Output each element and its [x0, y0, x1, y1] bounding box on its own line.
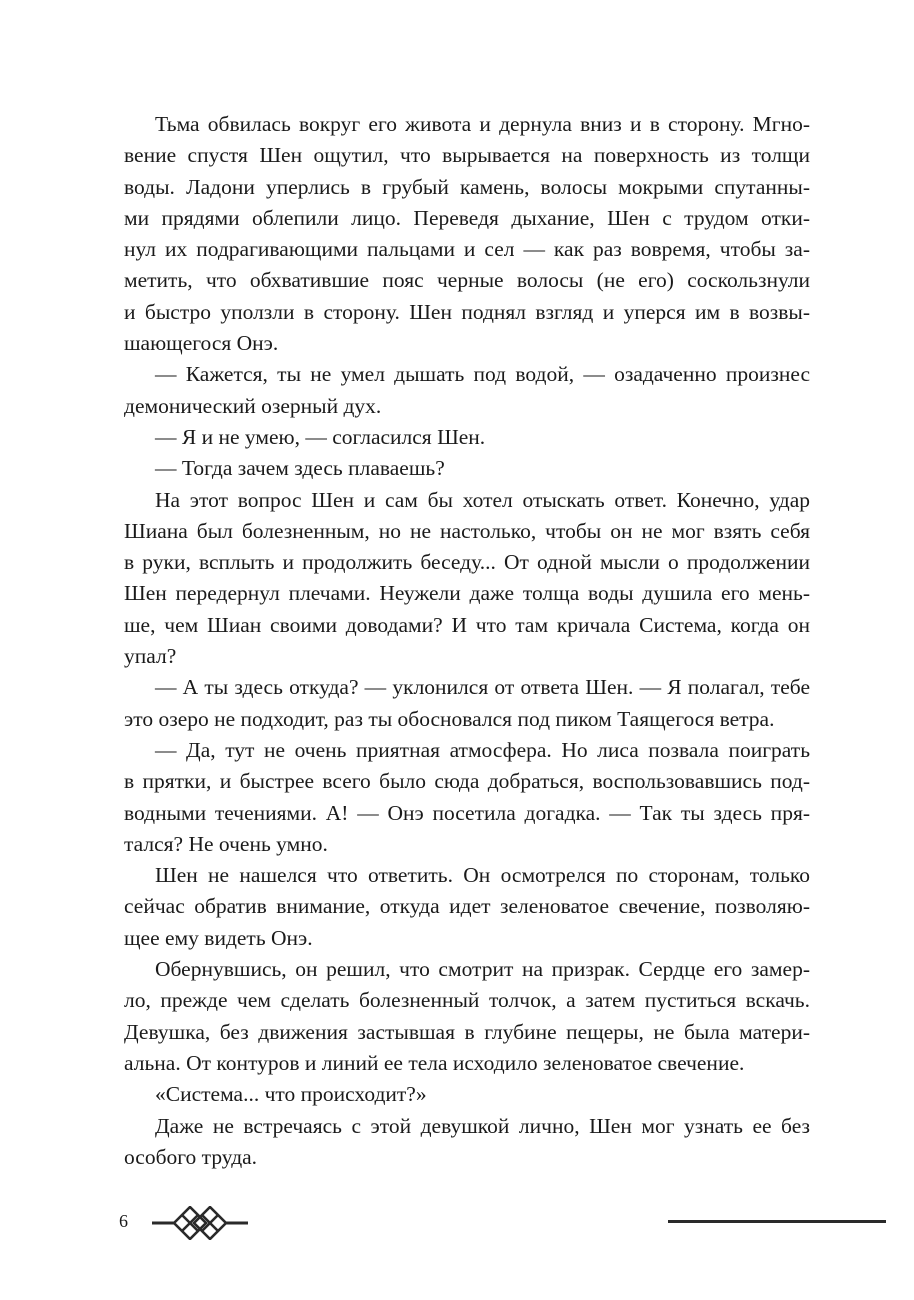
text-line: особого труда.: [124, 1144, 258, 1169]
page-number: 6: [119, 1211, 128, 1231]
text-line: и быстро уползли в сторону. Шен поднял взгляд и уперся им в возвы-: [124, 299, 810, 324]
text-line: альна. От контуров и линий ее тела исходило зеленоватое свечение.: [124, 1050, 745, 1075]
text-line: — Да, тут не очень приятная атмосфера. Но лиса позвала поиграть: [155, 737, 810, 762]
footer-rule: [668, 1220, 886, 1223]
text-line: Шен передернул плечами. Неужели даже толща воды душила его мень-: [124, 581, 810, 606]
text-line: Девушка, без движения застывшая в глубине пещеры, не была матери-: [124, 1019, 810, 1044]
text-line: шающегося Онэ.: [124, 331, 279, 356]
text-line: Шен не нашелся что ответить. Он осмотрелся по сторонам, только: [155, 863, 810, 888]
endless-knot-ornament-icon: [152, 1206, 248, 1240]
text-line: Тьма обвилась вокруг его живота и дернула вниз и в сторону. Мгно-: [155, 112, 810, 136]
text-line: ло, прежде чем сделать болезненный толчок, а затем пуститься вскачь.: [124, 988, 810, 1013]
text-line: Обернувшись, он решил, что смотрит на призрак. Сердце его замер-: [155, 957, 810, 982]
text-line: демонический озерный дух.: [124, 393, 382, 418]
text-line: упал?: [124, 644, 177, 669]
text-line: в прятки, и быстрее всего было сюда добраться, воспользовавшись под-: [124, 769, 810, 794]
text-line: — Тогда зачем здесь плаваешь?: [155, 456, 445, 481]
page-body-text: [124, 109, 810, 1173]
text-line: щее ему видеть Онэ.: [124, 925, 313, 950]
text-line: тался? Не очень умно.: [124, 831, 328, 856]
text-line: вение спустя Шен ощутил, что вырывается на поверхность из толщи: [124, 143, 810, 168]
text-line: метить, что обхватившие пояс черные волосы (не его) соскользнули: [124, 268, 810, 293]
text-line: нул их подрагивающими пальцами и сел — как раз вовремя, чтобы за-: [124, 237, 810, 262]
text-line: в руки, всплыть и продолжить беседу... От одной мысли о продолжении: [124, 550, 810, 575]
text-line: Даже не встречаясь с этой девушкой лично, Шен мог узнать ее без: [155, 1113, 810, 1138]
text-line: — Кажется, ты не умел дышать под водой, — озадаченно произнес: [155, 362, 810, 387]
page-footer: [0, 1200, 914, 1250]
text-line: воды. Ладони уперлись в грубый камень, волосы мокрыми спутанны-: [124, 174, 810, 199]
text-line: Шиана был болезненным, но не настолько, чтобы он не мог взять себя: [124, 518, 810, 543]
text-line: это озеро не подходит, раз ты обосновался под пиком Таящегося ветра.: [124, 706, 775, 731]
text-line: ми прядями облепили лицо. Переведя дыхание, Шен с трудом отки-: [124, 205, 810, 230]
text-line: сейчас обратив внимание, откуда идет зеленоватое свечение, позволяю-: [124, 894, 810, 919]
text-line: — А ты здесь откуда? — уклонился от ответа Шен. — Я полагал, тебе: [155, 675, 810, 700]
text-line: — Я и не умею, — согласился Шен.: [155, 424, 486, 449]
text-line: водными течениями. А! — Онэ посетила догадка. — Так ты здесь пря-: [124, 800, 810, 825]
text-line: ше, чем Шиан своими доводами? И что там кричала Система, когда он: [124, 612, 810, 637]
text-line: На этот вопрос Шен и сам бы хотел отыскать ответ. Конечно, удар: [155, 487, 810, 512]
text-line: «Система... что происходит?»: [155, 1082, 427, 1107]
